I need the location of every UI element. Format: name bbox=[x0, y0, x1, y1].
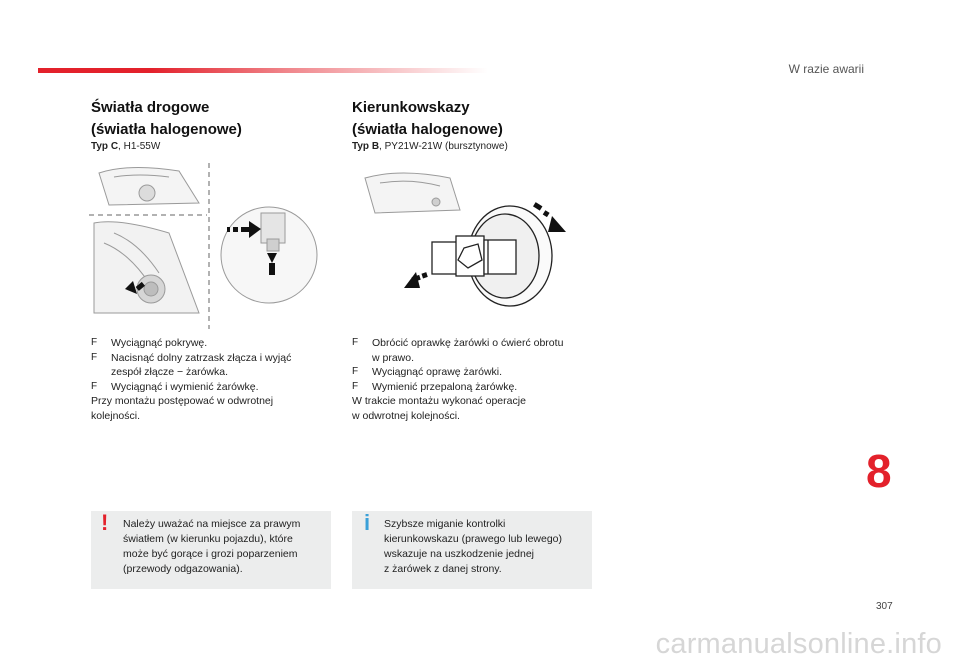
headlamp-illustration-left bbox=[89, 163, 329, 329]
right-step-2-text: Wyciągnąć oprawę żarówki. bbox=[372, 366, 503, 378]
left-type-prefix: Typ C bbox=[91, 141, 119, 152]
indicator-illustration-right bbox=[360, 168, 580, 318]
page-number: 307 bbox=[876, 601, 893, 612]
info-line2: kierunkowskazu (prawego lub lewego) bbox=[384, 533, 563, 545]
right-step-2 bbox=[352, 365, 592, 380]
right-step-3-text: Wymienić przepaloną żarówkę. bbox=[372, 380, 518, 393]
left-step-1-text: Wyciągnąć pokrywę. bbox=[111, 337, 208, 349]
right-step-1-line2: w prawo. bbox=[372, 351, 415, 364]
left-step-1 bbox=[91, 336, 331, 351]
step-bullet: F bbox=[352, 337, 359, 348]
info-note bbox=[352, 511, 592, 589]
right-bulb-type bbox=[352, 141, 508, 152]
step-bullet: F bbox=[91, 351, 98, 363]
left-title bbox=[91, 97, 242, 141]
right-title-line1: Kierunkowskazy bbox=[352, 99, 470, 116]
right-step-1 bbox=[352, 336, 592, 365]
info-line3: wskazuje na uszkodzenie jednej bbox=[384, 548, 535, 560]
info-line4: z żarówek z danej strony. bbox=[384, 563, 502, 575]
right-title-line2: (światła halogenowe) bbox=[352, 121, 503, 138]
warning-note bbox=[91, 511, 331, 589]
right-title bbox=[352, 97, 503, 141]
warning-line3: może być gorące i grozi poparzeniem bbox=[123, 548, 298, 560]
header-accent-bar bbox=[38, 68, 488, 73]
left-steps bbox=[91, 336, 331, 423]
left-step-3 bbox=[91, 380, 331, 395]
right-type-rest: , PY21W-21W (bursztynowe) bbox=[379, 141, 508, 152]
info-line1: Szybsze miganie kontrolki bbox=[384, 518, 506, 530]
left-title-line2: (światła halogenowe) bbox=[91, 121, 242, 138]
warning-line1: Należy uważać na miejsce za prawym bbox=[123, 518, 301, 530]
left-bulb-type bbox=[91, 141, 160, 152]
left-step-2-line1: Nacisnąć dolny zatrzask złącza i wyjąć bbox=[111, 351, 292, 364]
right-step-3 bbox=[352, 380, 592, 395]
left-step-2-line2: zespół złącze − żarówka. bbox=[111, 366, 229, 378]
section-title: W razie awarii bbox=[788, 62, 864, 76]
info-note-text bbox=[384, 517, 584, 577]
warning-line4: (przewody odgazowania). bbox=[123, 563, 243, 575]
chapter-number: 8 bbox=[866, 445, 892, 497]
left-step-2 bbox=[91, 351, 331, 380]
watermark: carmanualsonline.info bbox=[655, 628, 942, 660]
right-step-1-line1: Obrócić oprawkę żarówki o ćwierć obrotu bbox=[372, 337, 564, 349]
warning-line2: światłem (w kierunku pojazdu), które bbox=[123, 533, 293, 545]
step-bullet: F bbox=[352, 380, 359, 392]
step-bullet: F bbox=[91, 337, 98, 348]
left-closing-line1: Przy montażu postępować w odwrotnej bbox=[91, 395, 274, 407]
warning-note-text bbox=[123, 517, 323, 577]
right-steps bbox=[352, 336, 592, 423]
step-bullet: F bbox=[91, 380, 98, 392]
step-bullet: F bbox=[352, 366, 359, 377]
right-closing-line1: W trakcie montażu wykonać operacje bbox=[352, 395, 526, 407]
right-type-prefix: Typ B bbox=[352, 141, 380, 152]
right-closing-line2: w odwrotnej kolejności. bbox=[352, 409, 460, 422]
exclamation-icon: ! bbox=[101, 510, 109, 535]
left-type-rest: , H1-55W bbox=[118, 141, 161, 152]
left-closing-line2: kolejności. bbox=[91, 409, 141, 422]
left-step-3-text: Wyciągnąć i wymienić żarówkę. bbox=[111, 380, 259, 393]
left-title-line1: Światła drogowe bbox=[91, 99, 210, 116]
info-icon: i bbox=[364, 510, 371, 535]
